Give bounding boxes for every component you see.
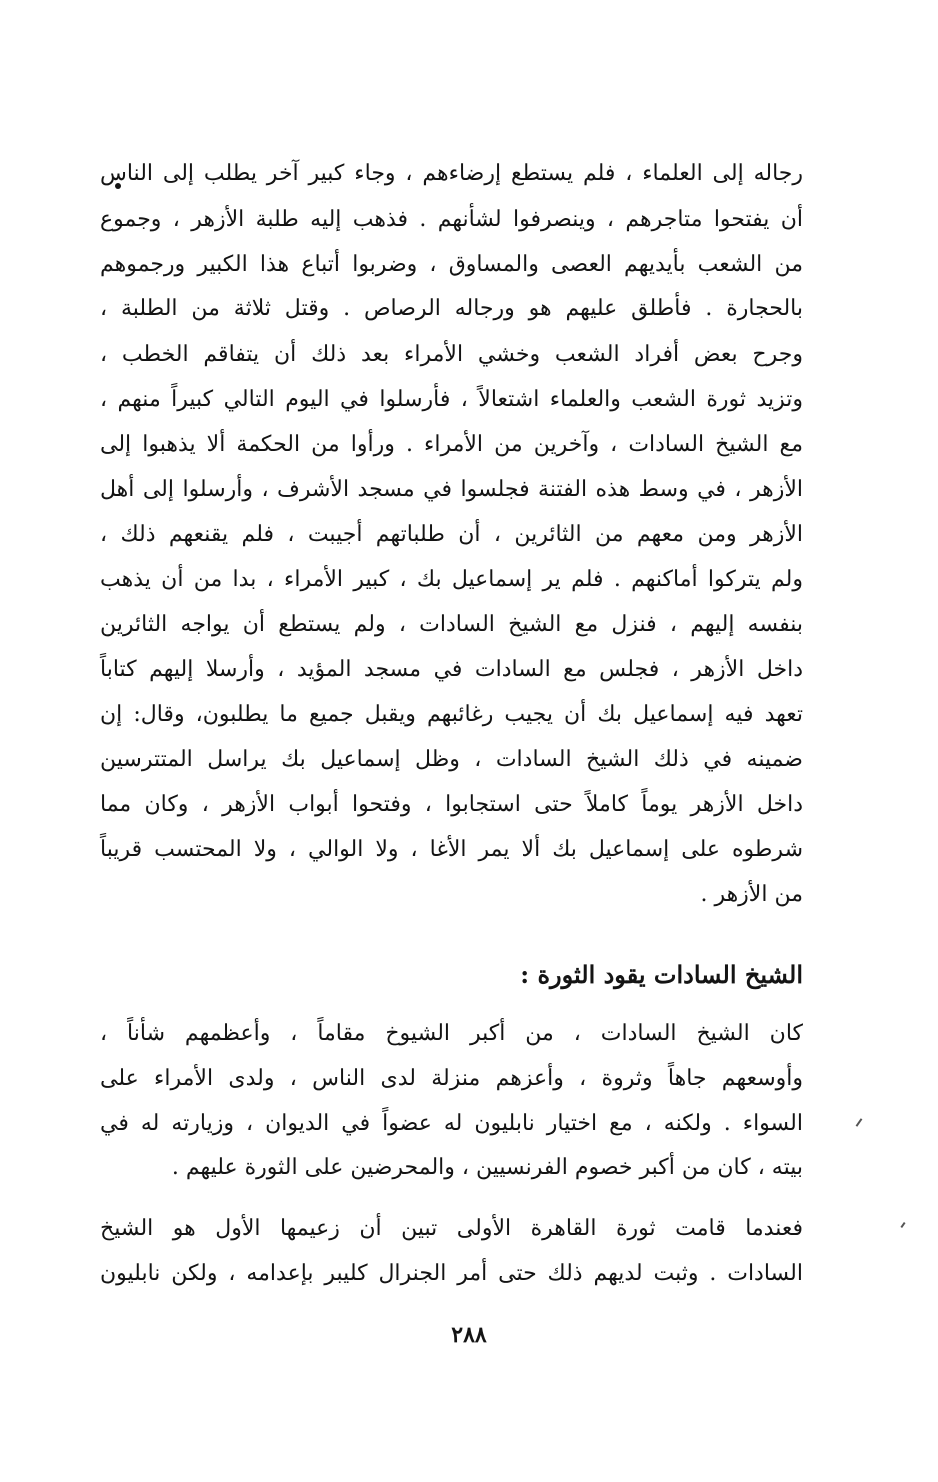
text-line: مع الشيخ السادات ، وآخرين من الأمراء . ورأوا من الحكمة ألا يذهبوا إلى (100, 432, 803, 457)
text-line: تعهد فيه إسماعيل بك أن يجيب رغائبهم ويقبل جميع ما يطلبون، وقال: إن (100, 702, 803, 727)
text-line: من الشعب بأيديهم العصى والمساوق ، وضربوا أتباع هذا الكبير ورجموهم (100, 252, 803, 277)
text-line: وأوسعهم جاهاً وثروة ، وأعزهم منزلة لدى الناس ، ولدى الأمراء على (100, 1066, 803, 1091)
text-line: رجاله إلى العلماء ، فلم يستطع إرضاءهم ، وجاء كبير آخر يطلب إلى الناس (100, 161, 803, 186)
text-line: السواء . ولكنه ، مع اختيار نابليون له عضواً في الديوان ، وزيارته له في (100, 1111, 803, 1136)
text-line: فعندما قامت ثورة القاهرة الأولى تبين أن زعيمها الأول هو الشيخ (100, 1216, 803, 1241)
text-line: كان الشيخ السادات ، من أكبر الشيوخ مقاماً ، وأعظمهم شأناً ، (100, 1021, 803, 1046)
text-line: السادات . وثبت لديهم ذلك حتى أمر الجنرال كليبر بإعدامه ، ولكن نابليون (100, 1261, 803, 1286)
text-line: ضمينه في ذلك الشيخ السادات ، وظل إسماعيل بك يراسل المتترسين (100, 747, 803, 772)
margin-mark (856, 1118, 863, 1127)
text-line: ولم يتركوا أماكنهم . فلم ير إسماعيل بك ، كبير الأمراء ، بدا من أن يذهب (100, 567, 803, 592)
text-line: الأزهر ومن معهم من الثائرين ، أن طلباتهم أجيبت ، فلم يقنعهم ذلك ، (100, 522, 803, 547)
text-line: من الأزهر . (700, 882, 803, 907)
text-line: أن يفتحوا متاجرهم ، وينصرفوا لشأنهم . فذهب إليه طلبة الأزهر ، وجموع (100, 207, 803, 232)
page-number: ٢٨٨ (451, 1322, 487, 1348)
margin-mark (900, 1222, 905, 1228)
text-line: داخل الأزهر يوماً كاملاً حتى استجابوا ، وفتحوا أبواب الأزهر ، وكان مما (100, 792, 803, 817)
text-line: بيته ، كان من أكبر خصوم الفرنسيين ، والمحرضين على الثورة عليهم . (171, 1155, 803, 1180)
text-line: وتزيد ثورة الشعب والعلماء اشتعالاً ، فأرسلوا في اليوم التالي كبيراً منهم ، (100, 387, 803, 412)
text-line: الأزهر ، في وسط هذه الفتنة فجلسوا في مسجد الأشرف ، وأرسلوا إلى أهل (100, 477, 803, 502)
section-heading: الشيخ السادات يقود الثورة : (520, 960, 803, 989)
text-line: داخل الأزهر ، فجلس مع السادات في مسجد المؤيد ، وأرسلا إليهم كتاباً (100, 657, 803, 682)
text-line: وجرح بعض أفراد الشعب وخشي الأمراء بعد ذلك أن يتفاقم الخطب ، (100, 342, 803, 367)
text-line: بنفسه إليهم ، فنزل مع الشيخ السادات ، ولم يستطع أن يواجه الثائرين (100, 612, 803, 637)
text-line: بالحجارة . فأطلق عليهم هو ورجاله الرصاص . وقتل ثلاثة من الطلبة ، (100, 296, 803, 321)
text-line: شرطوه على إسماعيل بك ألا يمر الأغا ، ولا الوالي ، ولا المحتسب قريباً (100, 837, 803, 862)
